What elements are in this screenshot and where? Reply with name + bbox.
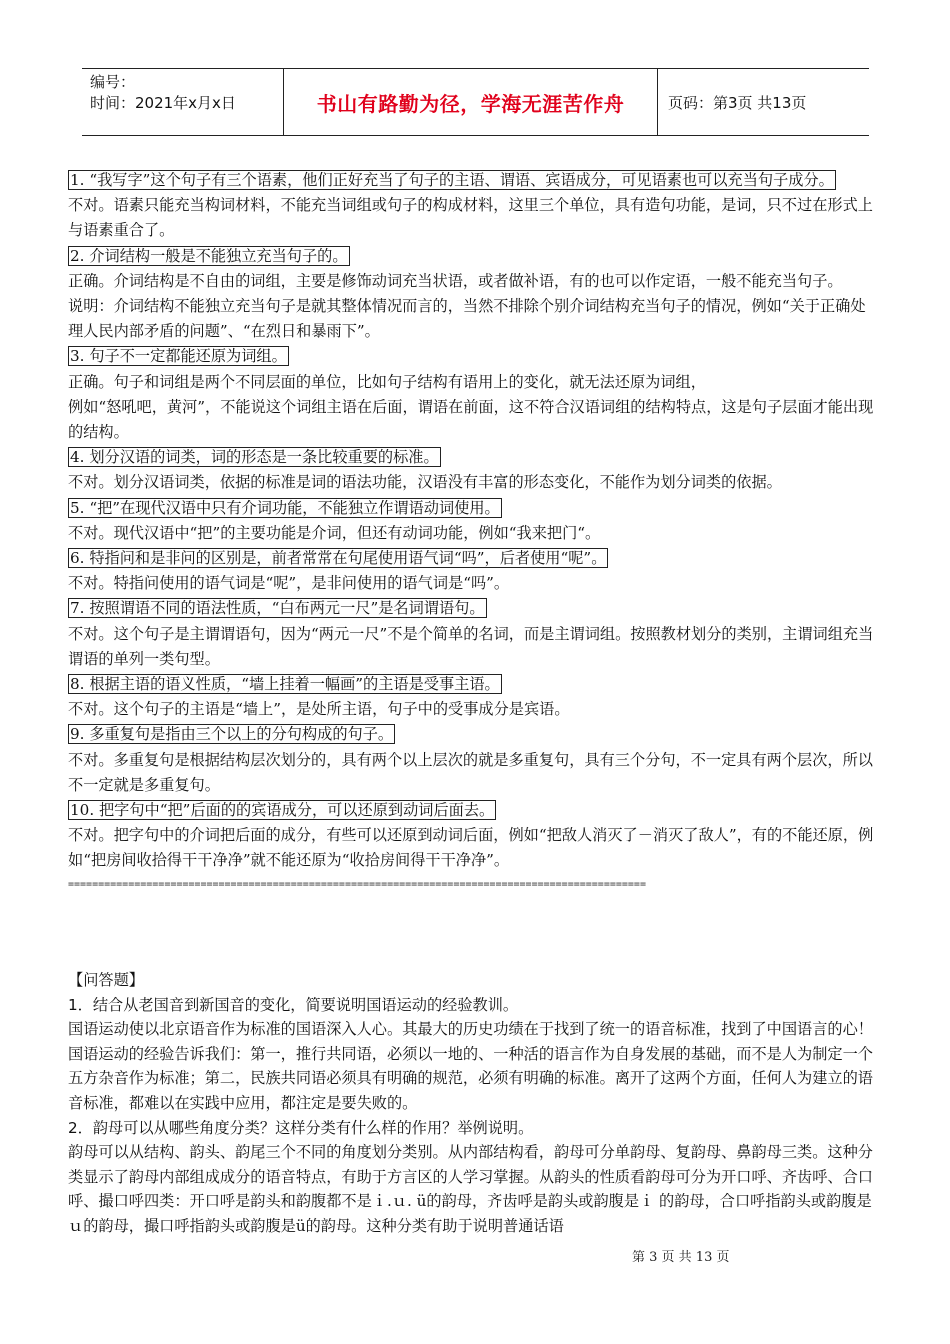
- question-3: 3. 句子不一定都能还原为词组。: [70, 347, 287, 366]
- question-8: 8. 根据主语的语义性质，“墙上挂着一幅画”的主语是受事主语。: [70, 675, 500, 694]
- answer-7: 不对。这个句子是主谓谓语句，因为“两元一尺”不是个简单的名词，而是主谓词组。按照教材划分的类别，主谓词组充当谓语的单列一类句型。: [68, 624, 874, 668]
- item-9: [68, 722, 880, 798]
- qa-section: [68, 968, 880, 1239]
- header-number-label: 编号：: [90, 73, 136, 91]
- qa-question-2: 2．韵母可以从哪些角度分类？这样分类有什么样的作用？举例说明。: [68, 1118, 534, 1137]
- header-time-label: 时间：2021年x月x日: [90, 94, 236, 112]
- answer-3-example: 例如“怒吼吧，黄河”，不能说这个词组主语在后面，谓语在前面，这不符合汉语词组的结构特点，这是句子层面才能出现的结构。: [68, 397, 874, 442]
- question-4: 4. 划分汉语的词类，词的形态是一条比较重要的标准。: [70, 448, 439, 467]
- header-page-info: 页码：第3页 共13页: [668, 93, 807, 112]
- answer-9: 不对。多重复句是根据结构层次划分的，具有两个以上层次的就是多重复句，具有三个分句，不一定具有两个层次，所以不一定就是多重复句。: [68, 750, 873, 794]
- question-9: 9. 多重复句是指由三个以上的分句构成的句子。: [70, 725, 394, 744]
- answer-5: 不对。现代汉语中“把”的主要功能是介词，但还有动词功能，例如“我来把门“。: [68, 523, 601, 542]
- page-header: [82, 68, 869, 136]
- judgement-section: [68, 168, 880, 892]
- page-footer: 第 3 页 共 13 页: [632, 1250, 730, 1265]
- qa-answer-1: 国语运动使以北京语音作为标准的国语深入人心。其最大的历史功绩在于找到了统一的语音标准，找到了中国语言的心！国语运动的经验告诉我们：第一，推行共同语，必须以一地的、一种活的语言作为自身发展的基础，而不是人为制定一个五方杂音作为标准；第二，民族共同语必须具有明确的规范，必须有明确的标准。离开了这两个方面，任何人为建立的语音标准，都难以在实践中应用，都注定是要失败的。: [68, 1020, 873, 1112]
- answer-10: 不对。把字句中的介词把后面的成分，有些可以还原到动词后面，例如“把敌人消灭了－消灭了敌人”，有的不能还原，例如“把房间收拾得干干净净”就不能还原为“收拾房间得干干净净”。: [68, 826, 874, 870]
- header-meta: [82, 69, 283, 135]
- qa-answer-2: 韵母可以从结构、韵头、韵尾三个不同的角度划分类别。从内部结构看，韵母可分单韵母、复韵母、鼻韵母三类。这种分类显示了韵母内部组成成分的语音特点，有助于方言区的人学习掌握。从韵头的性质看韵母可分为开口呼、齐齿呼、合口呼、撮口呼四类：开口呼是韵头和韵腹都不是ｉ.ｕ. ü的韵母，齐齿呼是韵头或韵腹是ｉ 的韵母，合口呼指韵头或韵腹是ｕ的韵母，撮口呼指韵头或韵腹是ü的韵母。这种分类有助于说明普通话语: [68, 1143, 873, 1235]
- question-7: 7. 按照谓语不同的语法性质，“白布两元一尺”是名词谓语句。: [70, 599, 485, 618]
- answer-4: 不对。划分汉语词类，依据的标准是词的语法功能，汉语没有丰富的形态变化，不能作为划分词类的依据。: [68, 473, 782, 492]
- question-10: 10. 把字句中“把”后面的的宾语成分，可以还原到动词后面去。: [70, 801, 495, 820]
- answer-1: 不对。语素只能充当构词材料，不能充当词组或句子的构成材料，这里三个单位，具有造句功能，是词，只不过在形式上与语素重合了。: [68, 196, 873, 240]
- separator-line: ================================================================================================: [68, 878, 646, 890]
- question-1: 1. “我写字”这个句子有三个语素，他们正好充当了句子的主语、谓语、宾语成分，可见语素也可以充当句子成分。: [70, 171, 834, 189]
- item-6: [68, 546, 880, 596]
- answer-6: 不对。特指问使用的语气词是“呢”，是非问使用的语气词是“吗”。: [68, 574, 510, 593]
- answer-8: 不对。这个句子的主语是“墙上”，是处所主语，句子中的受事成分是宾语。: [68, 700, 570, 719]
- item-5: [68, 496, 880, 546]
- item-1: [68, 168, 880, 244]
- qa-question-1: 1．结合从老国音到新国音的变化，简要说明国语运动的经验教训。: [68, 995, 519, 1014]
- answer-2-note: 说明：介词结构不能独立充当句子是就其整体情况而言的，当然不排除个别介词结构充当句子的情况，例如“关于正确处理人民内部矛盾的问题”、“在烈日和暴雨下”。: [68, 297, 866, 341]
- header-motto: 书山有路勤为径，学海无涯苦作舟: [283, 69, 658, 135]
- item-2: [68, 244, 880, 345]
- question-6: 6. 特指问和是非问的区别是，前者常常在句尾使用语气词“吗”，后者使用“呢”。: [70, 549, 607, 568]
- question-5: 5. “把”在现代汉语中只有介词功能，不能独立作谓语动词使用。: [70, 498, 500, 517]
- qa-section-title: 【问答题】: [68, 971, 144, 989]
- item-3: [68, 344, 880, 445]
- item-8: [68, 672, 880, 722]
- item-4: [68, 445, 880, 495]
- answer-2: 正确。介词结构是不自由的词组，主要是修饰动词充当状语，或者做补语，有的也可以作定语，一般不能充当句子。: [68, 271, 843, 290]
- item-10: [68, 798, 880, 874]
- answer-3: 正确。句子和词组是两个不同层面的单位，比如句子结构有语用上的变化，就无法还原为词组，: [68, 372, 706, 391]
- question-2: 2. 介词结构一般是不能独立充当句子的。: [70, 246, 348, 265]
- item-7: [68, 596, 880, 672]
